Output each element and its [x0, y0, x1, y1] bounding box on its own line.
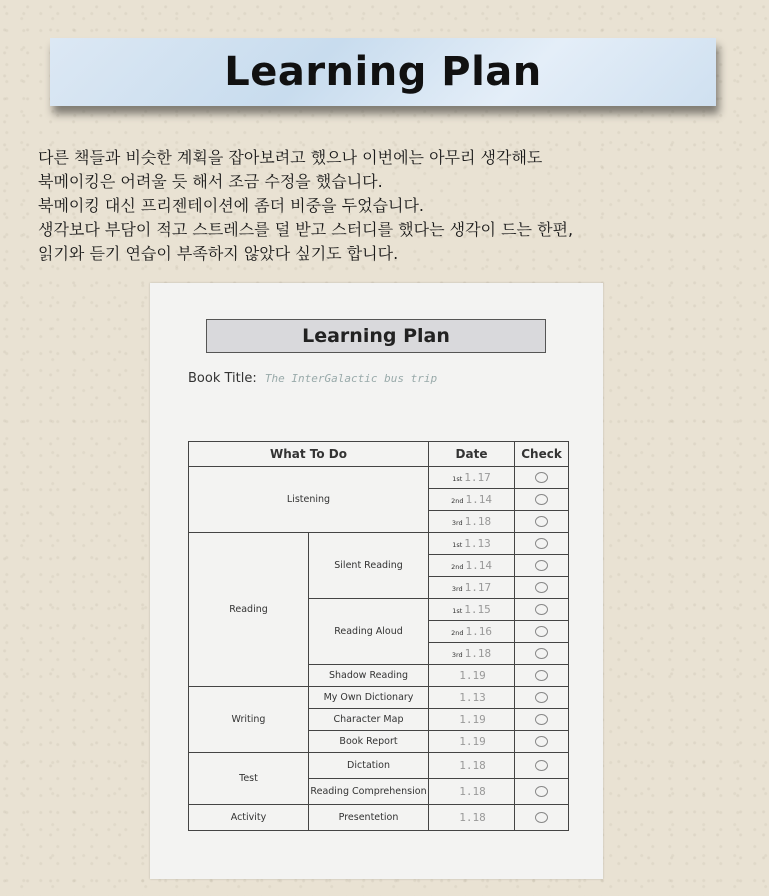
sheet-title: Learning Plan	[206, 319, 546, 353]
date-cell: 1.19	[429, 731, 515, 753]
activity-activity: Activity	[189, 805, 309, 831]
check-cell	[515, 599, 569, 621]
date-cell: 2nd 1.14	[429, 555, 515, 577]
date-cell: 1.13	[429, 687, 515, 709]
check-cell	[515, 467, 569, 489]
sub-character-map: Character Map	[309, 709, 429, 731]
date-cell: 1.18	[429, 805, 515, 831]
check-mark-icon	[535, 670, 548, 681]
sub-presentation: Presentetion	[309, 805, 429, 831]
check-mark-icon	[535, 494, 548, 505]
intro-line: 다른 책들과 비슷한 계획을 잡아보려고 했으나 이번에는 아무리 생각해도	[38, 148, 543, 167]
check-cell	[515, 687, 569, 709]
activity-listening: Listening	[189, 467, 429, 533]
check-mark-icon	[535, 516, 548, 527]
table-row	[189, 753, 569, 779]
check-mark-icon	[535, 582, 548, 593]
check-cell	[515, 753, 569, 779]
title-banner	[50, 38, 716, 106]
header-what: What To Do	[189, 442, 429, 467]
date-cell: 1.19	[429, 665, 515, 687]
date-cell: 3rd 1.17	[429, 577, 515, 599]
check-mark-icon	[535, 626, 548, 637]
check-mark-icon	[535, 604, 548, 615]
book-title-label: Book Title:	[188, 371, 257, 386]
sub-book-report: Book Report	[309, 731, 429, 753]
check-cell	[515, 709, 569, 731]
date-cell: 3rd 1.18	[429, 643, 515, 665]
activity-reading: Reading	[189, 533, 309, 687]
date-cell: 1st 1.17	[429, 467, 515, 489]
check-cell	[515, 533, 569, 555]
table-header-row	[189, 442, 569, 467]
intro-line: 북메이킹은 어려울 듯 해서 조금 수정을 했습니다.	[38, 172, 383, 191]
check-mark-icon	[535, 736, 548, 747]
sub-reading-comprehension: Reading Comprehension	[309, 779, 429, 805]
intro-line: 읽기와 듣기 연습이 부족하지 않았다 싶기도 합니다.	[38, 244, 399, 263]
intro-text	[38, 146, 748, 266]
header-date: Date	[429, 442, 515, 467]
intro-line: 북메이킹 대신 프리젠테이션에 좀더 비중을 두었습니다.	[38, 196, 425, 215]
check-cell	[515, 489, 569, 511]
page-title: Learning Plan	[224, 49, 542, 95]
check-cell	[515, 643, 569, 665]
learning-plan-table	[188, 441, 569, 831]
activity-writing: Writing	[189, 687, 309, 753]
check-mark-icon	[535, 538, 548, 549]
check-mark-icon	[535, 760, 548, 771]
date-cell: 1.18	[429, 753, 515, 779]
sub-silent-reading: Silent Reading	[309, 533, 429, 599]
check-cell	[515, 577, 569, 599]
check-cell	[515, 621, 569, 643]
check-mark-icon	[535, 560, 548, 571]
table-row	[189, 805, 569, 831]
check-cell	[515, 555, 569, 577]
book-title	[188, 371, 437, 386]
check-mark-icon	[535, 648, 548, 659]
check-cell	[515, 731, 569, 753]
date-cell: 1st 1.15	[429, 599, 515, 621]
table-row	[189, 533, 569, 555]
check-cell	[515, 779, 569, 805]
sub-reading-aloud: Reading Aloud	[309, 599, 429, 665]
check-cell	[515, 665, 569, 687]
sub-dictation: Dictation	[309, 753, 429, 779]
date-cell: 1.18	[429, 779, 515, 805]
check-mark-icon	[535, 786, 548, 797]
date-cell: 2nd 1.16	[429, 621, 515, 643]
header-check: Check	[515, 442, 569, 467]
date-cell: 1.19	[429, 709, 515, 731]
check-mark-icon	[535, 692, 548, 703]
book-title-value: The InterGalactic bus trip	[264, 372, 438, 385]
activity-test: Test	[189, 753, 309, 805]
date-cell: 3rd 1.18	[429, 511, 515, 533]
sub-own-dictionary: My Own Dictionary	[309, 687, 429, 709]
check-mark-icon	[535, 472, 548, 483]
worksheet-photo	[150, 283, 603, 879]
date-cell: 2nd 1.14	[429, 489, 515, 511]
check-mark-icon	[535, 714, 548, 725]
check-cell	[515, 805, 569, 831]
check-cell	[515, 511, 569, 533]
date-cell: 1st 1.13	[429, 533, 515, 555]
table-row	[189, 467, 569, 489]
table-row	[189, 687, 569, 709]
intro-line: 생각보다 부담이 적고 스트레스를 덜 받고 스터디를 했다는 생각이 드는 한편,	[38, 220, 574, 239]
sub-shadow-reading: Shadow Reading	[309, 665, 429, 687]
check-mark-icon	[535, 812, 548, 823]
